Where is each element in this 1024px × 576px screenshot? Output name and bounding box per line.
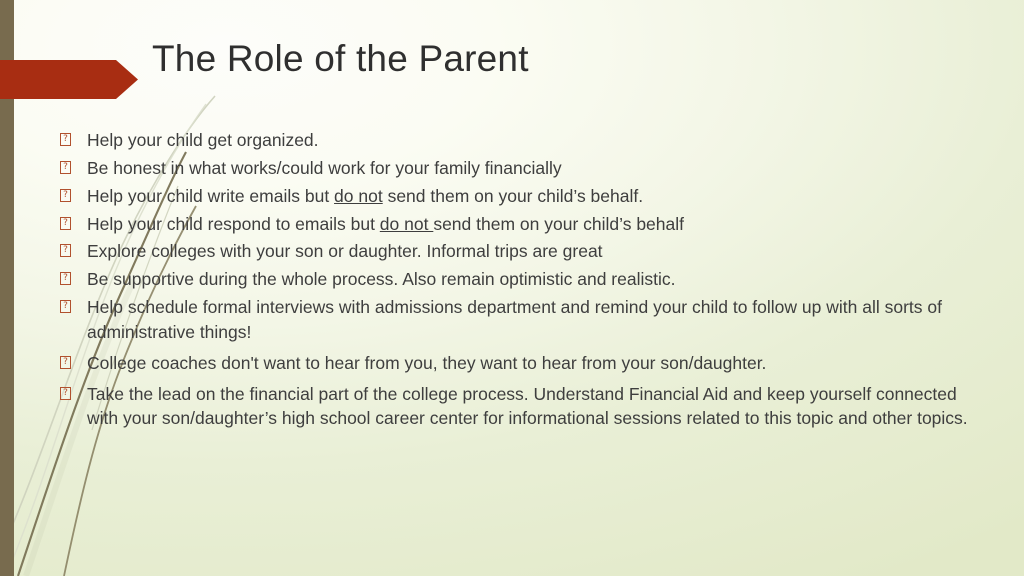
bullet-marker-icon: ? — [60, 356, 71, 369]
list-item — [60, 351, 1012, 376]
list-item-text — [87, 212, 1012, 237]
list-item — [60, 212, 1012, 237]
list-item — [60, 382, 1012, 432]
list-item-text: Help schedule formal interviews with admissions department and remind your child to follow up with all sorts of administrative things! — [87, 297, 942, 342]
slide-body — [60, 128, 1012, 437]
list-item-text: Be honest in what works/could work for your family financially — [87, 157, 562, 178]
list-item — [60, 295, 1012, 345]
list-item-text — [87, 184, 1012, 209]
list-item — [60, 267, 1012, 292]
list-item-text: College coaches don't want to hear from you, they want to hear from your son/daughter. — [87, 352, 767, 373]
list-item — [60, 128, 1012, 153]
list-item-text: Help your child get organized. — [87, 130, 319, 150]
bullet-marker-icon: ? — [60, 272, 71, 285]
list-item-text-post: send them on your child’s behalf — [433, 213, 684, 234]
list-item-text-pre: Help your child respond to emails but — [87, 213, 380, 234]
bullet-marker-icon: ? — [60, 387, 71, 400]
list-item-text-pre: Help your child write emails but — [87, 185, 335, 206]
bullet-marker-icon: ? — [60, 189, 71, 202]
bullet-marker-icon: ? — [60, 300, 71, 313]
list-item — [60, 184, 1012, 209]
list-item — [60, 156, 1012, 181]
bullet-marker-icon: ? — [60, 217, 71, 230]
title-arrow-accent — [0, 60, 138, 99]
bullet-marker-icon: ? — [60, 161, 71, 174]
slide-title: The Role of the Parent — [152, 38, 529, 79]
list-item-text: Be supportive during the whole process. Also remain optimistic and realistic. — [87, 269, 676, 290]
list-item-emphasis: do not — [334, 185, 383, 206]
list-item-text: Explore colleges with your son or daughter. Informal trips are great — [87, 241, 603, 262]
list-item — [60, 239, 1012, 264]
list-item-text: Take the lead on the financial part of the college process. Understand Financial Aid and keep yourself connected with your son/daughter’s high school career center for informational sessions related to this topic and other topics. — [87, 383, 968, 429]
bullet-marker-icon: ? — [60, 133, 71, 146]
list-item-emphasis: do not — [379, 213, 434, 234]
bullet-marker-icon: ? — [60, 244, 71, 257]
list-item-text-post: send them on your child’s behalf. — [382, 185, 644, 206]
